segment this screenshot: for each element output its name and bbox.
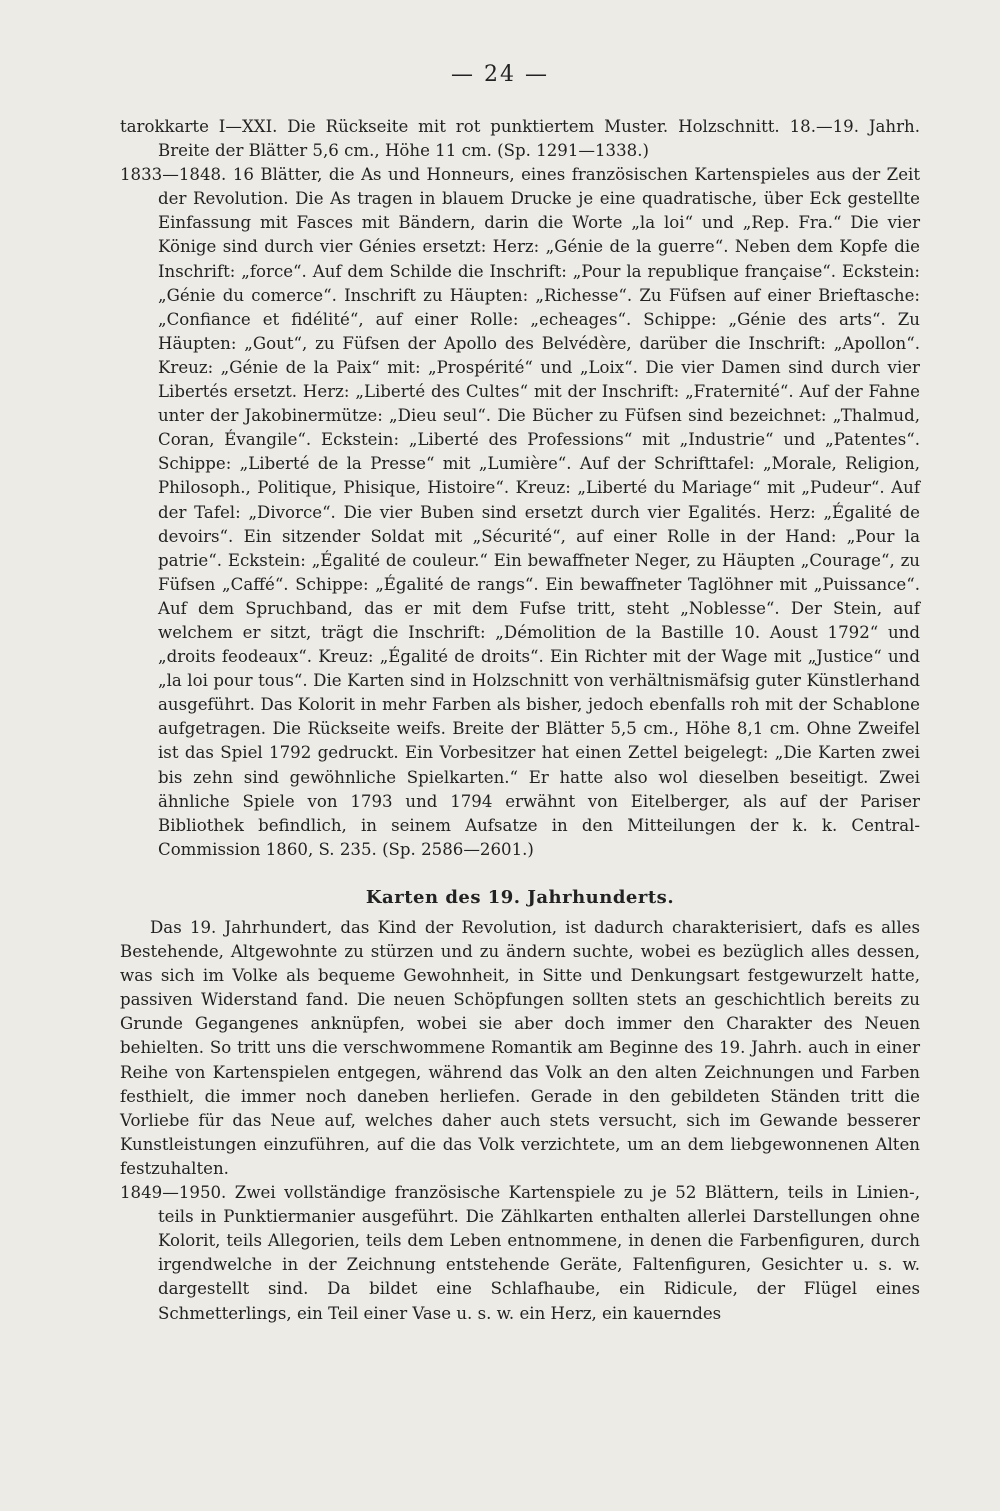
main-text <box>120 115 920 1326</box>
intro-paragraph: Das 19. Jahrhundert, das Kind der Revolution, ist dadurch charakterisiert, dafs es alles Bestehende, Altgewohnte zu stürzen und zu ändern suchte, wobei es bezüglich alles dessen, was sich im Volke als bequeme Gewohnheit, in Sitte und Denkungsart festgewurzelt hatte, passiven Widerstand fand. Die neuen Schöpfungen sollten stets an geschichtlich bereits zu Grunde Gegangenes anknüpfen, wobei sie aber doch immer den Charakter des Neuen behielten. So tritt uns die verschwommene Romantik am Beginne des 19. Jahrh. auch in einer Reihe von Kartenspielen entgegen, während das Volk an den alten Zeichnungen und Farben festhielt, die immer noch daneben herliefen. Gerade in den gebildeten Ständen tritt die Vorliebe für das Neue auf, welches daher auch stets versucht, sich im Gewande besserer Kunstleistungen einzuführen, auf die das Volk verzichtete, um an dem liebgewonnenen Alten festzuhalten. <box>120 918 920 1178</box>
entry-1849-1950: 1849—1950. Zwei vollständige französische Kartenspiele zu je 52 Blättern, teils in Linien-, teils in Punktiermanier ausgeführt. Die Zählkarten enthalten allerlei Darstellungen ohne Kolorit, teils Allegorien, teils dem Leben entnommene, in denen die Farbenfiguren, durch irgendwelche in der Zeichnung entstehende Geräte, Faltenfiguren, Gesichter u. s. w. dargestellt sind. Da bildet eine Schlafhaube, ein Ridicule, der Flügel eines Schmetterlings, ein Teil einer Vase u. s. w. ein Herz, ein kauerndes <box>120 1183 920 1323</box>
entry-tarokkarte-continuation: tarokkarte I—XXI. Die Rückseite mit rot punktiertem Muster. Holzschnitt. 18.—19. Jahrh. Breite der Blätter 5,6 cm., Höhe 11 cm. (Sp. 1291—1338.) <box>120 117 920 161</box>
entry-1833-1848: 1833—1848. 16 Blätter, die As und Honneurs, eines französischen Kartenspieles aus der Zeit der Revolution. Die As tragen in blauem Drucke je eine quadratische, über Eck gestellte Einfassung mit Fasces mit Bändern, darin die Worte „la loi“ und „Rep. Fra.“ Die vier Könige sind durch vier Génies ersetzt: Herz: „Génie de la guerre“. Neben dem Kopfe die Inschrift: „force“. Auf dem Schilde die Inschrift: „Pour la republique française“. Eckstein: „Génie du comerce“. Inschrift zu Häupten: „Richesse“. Zu Füfsen auf einer Brieftasche: „Confiance et fidélité“, auf einer Rolle: „echeages“. Schippe: „Génie des arts“. Zu Häupten: „Gout“, zu Füfsen der Apollo des Belvédère, darüber die Inschrift: „Apollon“. Kreuz: „Génie de la Paix“ mit: „Prospérité“ und „Loix“. Die vier Damen sind durch vier Libertés ersetzt. Herz: „Liberté des Cultes“ mit der Inschrift: „Fraternité“. Auf der Fahne unter der Jakobinermütze: „Dieu seul“. Die Bücher zu Füfsen sind bezeichnet: „Thalmud, Coran, Évangile“. Eckstein: „Liberté des Professions“ mit „Industrie“ und „Patentes“. Schippe: „Liberté de la Presse“ mit „Lumière“. Auf der Schrifttafel: „Morale, Religion, Philosoph., Politique, Phisique, Histoire“. Kreuz: „Liberté du Mariage“ mit „Pudeur“. Auf der Tafel: „Divorce“. Die vier Buben sind ersetzt durch vier Egalités. Herz: „Égalité de devoirs“. Ein sitzender Soldat mit „Sécurité“, auf einer Rolle in der Hand: „Pour la patrie“. Eckstein: „Égalité de couleur.“ Ein bewaffneter Neger, zu Häupten „Courage“, zu Füfsen „Caffé“. Schippe: „Égalité de rangs“. Ein bewaffneter Taglöhner mit „Puissance“. Auf dem Spruchband, das er mit dem Fufse tritt, steht „Noblesse“. Der Stein, auf welchem er sitzt, trägt die Inschrift: „Démolition de la Bastille 10. Aoust 1792“ und „droits feodeaux“. Kreuz: „Égalité de droits“. Ein Richter mit der Wage mit „Justice“ und „la loi pour tous“. Die Karten sind in Holzschnitt von verhältnismäfsig guter Künstlerhand ausgeführt. Das Kolorit in mehr Farben als bisher, jedoch ebenfalls roh mit der Schablone aufgetragen. Die Rückseite weifs. Breite der Blätter 5,5 cm., Höhe 8,1 cm. Ohne Zweifel ist das Spiel 1792 gedruckt. Ein Vorbesitzer hat einen Zettel beigelegt: „Die Karten zwei bis zehn sind gewöhnliche Spielkarten.“ Er hatte also wol dieselben beseitigt. Zwei ähnliche Spiele von 1793 und 1794 erwähnt von Eitelberger, als auf der Pariser Bibliothek befindlich, in seinem Aufsatze in den Mitteilungen der k. k. Central-Commission 1860, S. 235. (Sp. 2586—2601.) <box>120 165 920 859</box>
page-number: — 24 — <box>451 62 549 87</box>
section-heading: Karten des 19. Jahrhunderts. <box>365 886 675 908</box>
